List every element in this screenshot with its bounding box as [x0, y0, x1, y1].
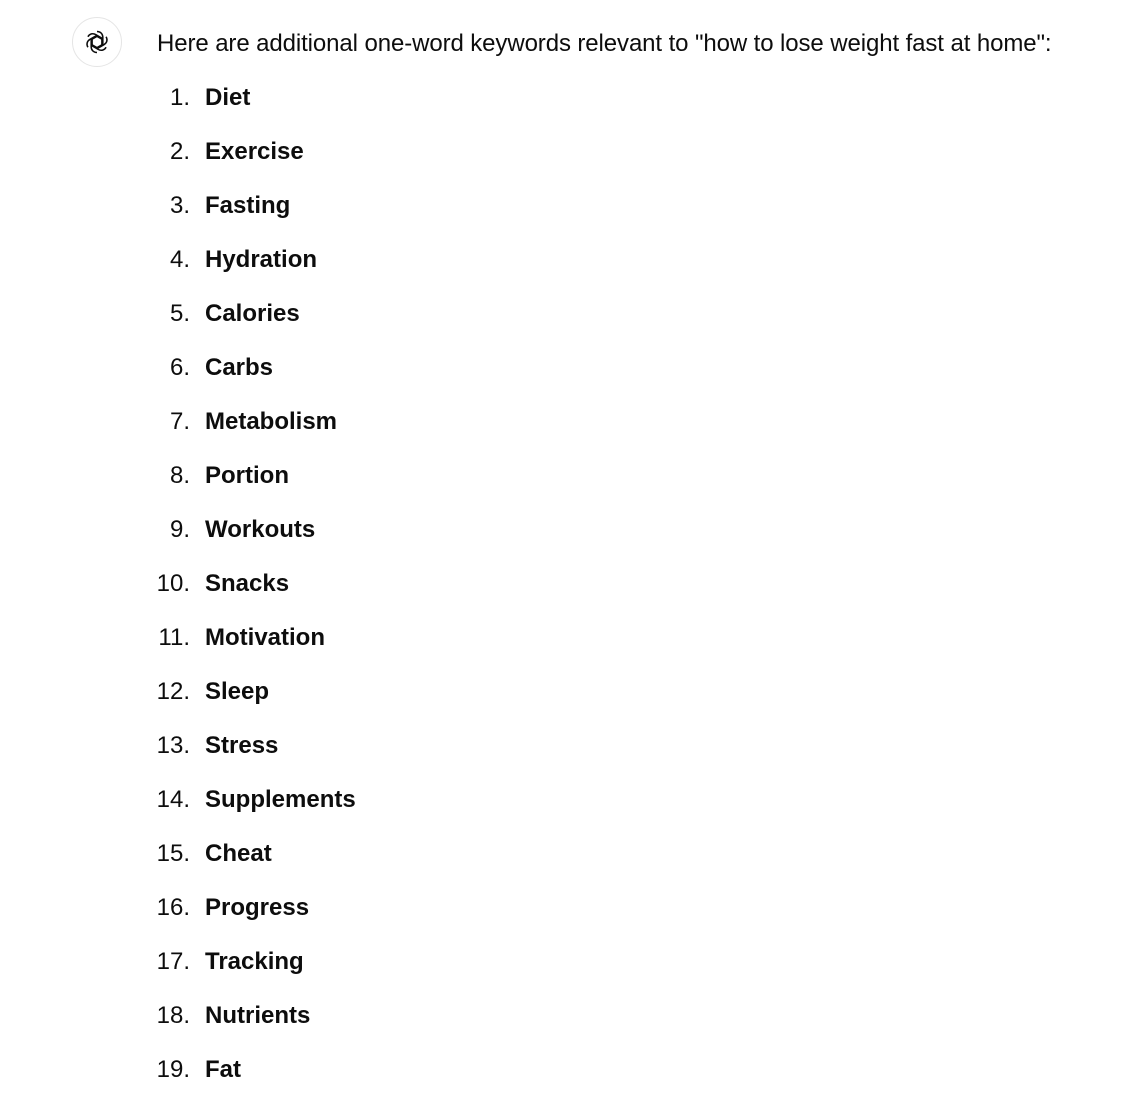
list-item-label: Metabolism — [205, 408, 338, 435]
list-item-label: Nutrients — [205, 1002, 311, 1029]
list-item — [0, 676, 600, 730]
list-item — [0, 622, 600, 676]
list-item — [0, 946, 600, 1000]
list-item-number: 16. — [156, 894, 190, 921]
list-item-label: Carbs — [205, 354, 274, 381]
list-item — [0, 730, 600, 784]
list-item-label: Stress — [205, 732, 279, 759]
list-item-label: Cheat — [205, 840, 272, 867]
list-item-label: Sleep — [205, 678, 270, 705]
list-item — [0, 892, 600, 946]
list-item — [0, 1054, 600, 1097]
list-item — [0, 784, 600, 838]
list-item-label: Fasting — [205, 192, 291, 219]
list-item-number: 14. — [156, 786, 190, 813]
list-item-number: 7. — [169, 408, 190, 435]
list-item-label: Workouts — [205, 516, 316, 543]
list-item — [0, 298, 600, 352]
list-item-label: Diet — [205, 84, 251, 111]
list-item — [0, 460, 600, 514]
list-item-label: Calories — [205, 300, 300, 327]
list-item-label: Fat — [205, 1056, 241, 1083]
list-item-number: 13. — [156, 732, 190, 759]
list-item-number: 4. — [169, 246, 190, 273]
list-item-label: Progress — [205, 894, 310, 921]
list-item-label: Exercise — [205, 138, 304, 165]
list-item — [0, 136, 600, 190]
list-item-number: 15. — [156, 840, 190, 867]
list-item-number: 2. — [169, 138, 190, 165]
list-item-number: 6. — [169, 354, 190, 381]
list-item-number: 5. — [169, 300, 190, 327]
list-item-number: 11. — [158, 624, 190, 651]
list-item-number: 17. — [156, 948, 190, 975]
list-item-label: Snacks — [205, 570, 290, 597]
list-item — [0, 352, 600, 406]
list-item-number: 18. — [156, 1002, 190, 1029]
list-item-number: 10. — [156, 570, 190, 597]
list-item-number: 12. — [156, 678, 190, 705]
list-item-number: 8. — [169, 462, 190, 489]
list-item — [0, 244, 600, 298]
message-intro: Here are additional one-word keywords relevant to "how to lose weight fast at home": — [157, 30, 1052, 57]
list-item-label: Supplements — [205, 786, 356, 813]
list-item-number: 9. — [169, 516, 190, 543]
openai-logo-icon — [83, 28, 111, 56]
list-item — [0, 838, 600, 892]
list-item — [0, 514, 600, 568]
list-item-label: Motivation — [205, 624, 325, 651]
list-item — [0, 82, 600, 136]
list-item-number: 1. — [169, 84, 190, 111]
list-item — [0, 190, 600, 244]
list-item-label: Portion — [205, 462, 289, 489]
keyword-list — [0, 82, 600, 1097]
list-item-number: 3. — [169, 192, 190, 219]
list-item-number: 19. — [156, 1056, 190, 1083]
list-item — [0, 568, 600, 622]
list-item — [0, 406, 600, 460]
list-item — [0, 1000, 600, 1054]
list-item-label: Hydration — [205, 246, 318, 273]
list-item-label: Tracking — [205, 948, 304, 975]
assistant-avatar — [72, 17, 122, 67]
